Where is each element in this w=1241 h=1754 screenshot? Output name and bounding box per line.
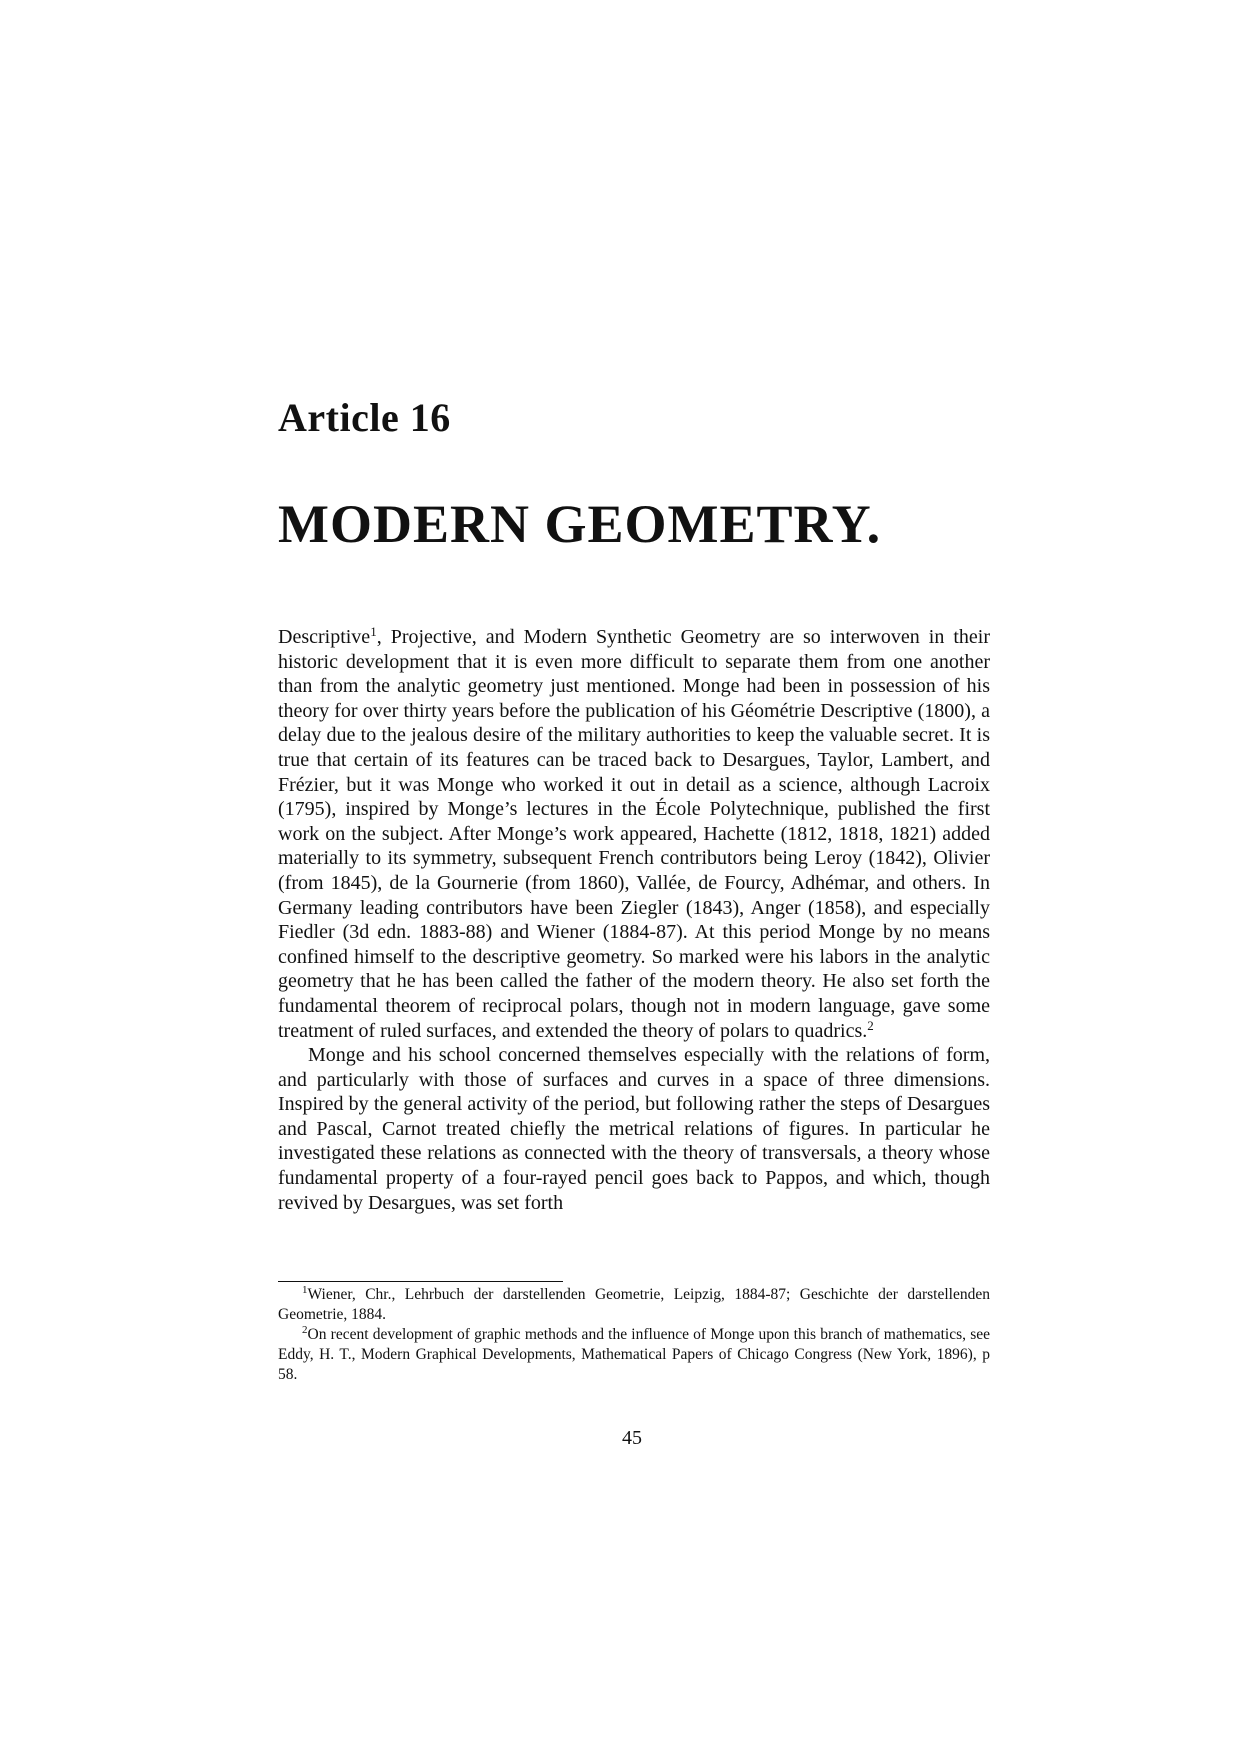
article-label: Article 16	[278, 395, 451, 440]
footnote-2-text: On recent development of graphic methods and the influence of Monge upon this branch of mathematics, see Eddy, H. T., Modern Graphical Developments, Mathematical Papers of Chicago Congress (New York, 1896), p 58.	[278, 1326, 990, 1383]
footnote-1-marker: 1	[302, 1284, 308, 1296]
footnotes	[278, 1285, 990, 1385]
paragraph-2-text: Monge and his school concerned themselves especially with the relations of form, and particularly with those of surfaces and curves in a space of three dimensions. Inspired by the general activity of the period, but following rather the steps of Desargues and Pascal, Carnot treated chiefly the metrical relations of figures. In particular he investigated these relations as connected with the theory of transversals, a theory whose fundamental property of a four-rayed pencil goes back to Pappos, and which, though revived by Desargues, was set forth	[278, 1044, 990, 1214]
footnote-1	[278, 1285, 990, 1325]
footnote-ref-2[interactable]: 2	[867, 1017, 874, 1033]
footnote-2	[278, 1325, 990, 1385]
footnote-2-marker: 2	[302, 1324, 308, 1336]
page-number: 45	[622, 1427, 642, 1449]
footnote-divider	[278, 1281, 563, 1282]
paragraph-1	[278, 625, 990, 1043]
paragraph-1-text-b: , Projective, and Modern Synthetic Geometry are so interwoven in their historic development that it is even more difficult to separate them from one another than from the analytic geometry just mentioned. Monge had been in possession of his theory for over thirty years before the publication of his Géométrie Descriptive (1800), a delay due to the jealous desire of the military authorities to keep the valuable secret. It is true that certain of its features can be traced back to Desargues, Taylor, Lambert, and Frézier, but it was Monge who worked it out in detail as a science, although Lacroix (1795), inspired by Monge’s lectures in the École Polytechnique, published the first work on the subject. After Monge’s work appeared, Hachette (1812, 1818, 1821) added materially to its symmetry, subsequent French contributors being Leroy (1842), Olivier (from 1845), de la Gournerie (from 1860), Vallée, de Fourcy, Adhémar, and others. In Germany leading contributors have been Ziegler (1843), Anger (1858), and especially Fiedler (3d edn. 1883-88) and Wiener (1884-87). At this period Monge by no means confined himself to the descriptive geometry. So marked were his labors in the analytic geometry that he has been called the father of the modern theory. He also set forth the fundamental theorem of reciprocal polars, though not in modern language, gave some treatment of ruled surfaces, and extended the theory of polars to quadrics.	[278, 626, 990, 1042]
paragraph-2	[278, 1043, 990, 1215]
chapter-title: MODERN GEOMETRY.	[278, 494, 882, 554]
footnote-ref-1[interactable]: 1	[370, 624, 377, 639]
paragraph-1-text-a: Descriptive	[278, 626, 371, 648]
body-text	[278, 625, 990, 1215]
footnote-1-text: Wiener, Chr., Lehrbuch der darstellenden Geometrie, Leipzig, 1884-87; Geschichte der darstellenden Geometrie, 1884.	[278, 1286, 990, 1323]
